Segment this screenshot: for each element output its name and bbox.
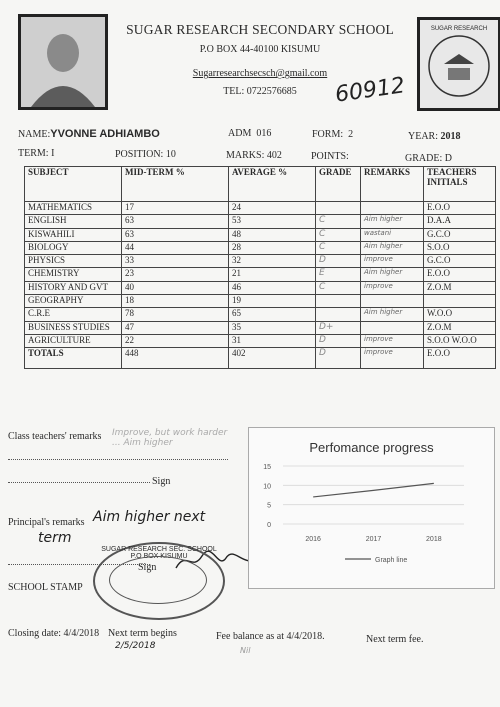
midterm-cell: 22: [122, 334, 229, 347]
school-telephone: TEL: 0722576685: [223, 86, 297, 97]
initials-cell: S.O.O W.O.O: [424, 334, 496, 347]
subject-cell: AGRICULTURE: [25, 334, 122, 347]
average-cell: 46: [229, 281, 316, 294]
grade-cell: D+: [316, 321, 361, 334]
grade-value: D: [444, 153, 452, 164]
adm-value: 016: [256, 128, 272, 139]
subject-cell: KISWAHILI: [25, 228, 122, 241]
midterm-cell: 44: [122, 241, 229, 254]
average-cell: 53: [229, 215, 316, 228]
fee-balance-label: Fee balance as at 4/4/2018.: [216, 631, 325, 642]
subject-cell: CHEMISTRY: [25, 268, 122, 281]
school-stamp-label: SCHOOL STAMP: [8, 582, 83, 593]
points-row: [311, 151, 351, 162]
stamp-text: SUGAR RESEARCH SEC. SCHOOL P.O BOX KISUMU: [101, 546, 217, 560]
term-row: [18, 148, 54, 159]
table-row: [25, 321, 496, 334]
year-label: YEAR:: [408, 131, 438, 142]
average-cell: 21: [229, 268, 316, 281]
principal-remarks-text: Aim higher next: [93, 509, 206, 525]
header-remarks: REMARKS: [361, 167, 424, 202]
table-row: [25, 241, 496, 254]
subject-cell: TOTALS: [25, 348, 122, 369]
remark-cell: Aim higher: [361, 268, 424, 281]
totals-row: [25, 348, 496, 369]
marks-label: MARKS:: [226, 150, 265, 161]
initials-cell: W.O.O: [424, 308, 496, 321]
average-cell: 48: [229, 228, 316, 241]
x-tick-label: 2016: [305, 536, 321, 543]
results-table: [24, 166, 496, 369]
name-label: NAME:: [18, 129, 51, 140]
grade-cell: [316, 308, 361, 321]
average-cell: 19: [229, 295, 316, 308]
legend-label: Graph line: [375, 557, 408, 564]
midterm-cell: 63: [122, 228, 229, 241]
grade-label: GRADE:: [405, 153, 443, 164]
initials-cell: [424, 295, 496, 308]
y-tick-label: 15: [263, 464, 271, 471]
principal-remarks-text-2: term: [38, 530, 72, 546]
remark-cell: improve: [361, 334, 424, 347]
year-value: 2018: [440, 131, 461, 142]
average-cell: 402: [229, 348, 316, 369]
initials-cell: G.C.O: [424, 255, 496, 268]
position-value: 10: [165, 149, 176, 160]
midterm-cell: 78: [122, 308, 229, 321]
year-row: [408, 131, 461, 142]
principal-sign-label: Sign: [138, 562, 157, 573]
school-address: P.O BOX 44-40100 KISUMU: [199, 44, 321, 55]
grade-cell: D: [316, 348, 361, 369]
class-teacher-remarks-text: Improve, but work harder ... Aim higher: [112, 428, 228, 448]
y-tick-label: 0: [267, 522, 271, 529]
midterm-cell: 63: [122, 215, 229, 228]
remark-cell: improve: [361, 255, 424, 268]
grade-cell: E: [316, 268, 361, 281]
position-label: POSITION:: [115, 149, 164, 160]
table-row: [25, 334, 496, 347]
grade-cell: C: [316, 228, 361, 241]
remark-cell: [361, 202, 424, 215]
fee-balance-value: Nil: [240, 646, 251, 655]
grade-cell: D: [316, 334, 361, 347]
table-row: [25, 295, 496, 308]
y-tick-label: 10: [263, 483, 271, 491]
table-row: [25, 268, 496, 281]
chart-plot: [249, 428, 494, 588]
initials-cell: Z.O.M: [424, 321, 496, 334]
header-subject: SUBJECT: [25, 167, 122, 202]
subject-cell: MATHEMATICS: [25, 202, 122, 215]
initials-cell: E.O.O: [424, 348, 496, 369]
x-tick-label: 2017: [365, 536, 382, 543]
remark-cell: Aim higher: [361, 215, 424, 228]
closing-date: Closing date: 4/4/2018: [8, 628, 100, 639]
subject-cell: BIOLOGY: [25, 241, 122, 254]
table-row: [25, 228, 496, 241]
person-photo-icon: [21, 17, 105, 107]
initials-cell: D.A.A: [424, 215, 496, 228]
points-label: POINTS:: [311, 151, 349, 162]
remark-cell: improve: [361, 281, 424, 294]
principal-remarks-label: Principal's remarks: [8, 517, 85, 528]
table-row: [25, 255, 496, 268]
header-initials: TEACHERS INITIALS: [424, 167, 496, 202]
header-midterm: MID-TERM %: [122, 167, 229, 202]
handwritten-number: 60912: [333, 73, 407, 108]
remark-cell: [361, 295, 424, 308]
grade-cell: [316, 202, 361, 215]
average-cell: 65: [229, 308, 316, 321]
class-teacher-sign-label: Sign: [152, 476, 171, 487]
performance-chart: [248, 427, 495, 589]
table-row: [25, 281, 496, 294]
initials-cell: G.C.O: [424, 228, 496, 241]
remarks-dotted-line: [8, 459, 228, 460]
position-row: [115, 149, 176, 160]
form-label: FORM:: [312, 129, 344, 140]
grade-cell: C: [316, 281, 361, 294]
table-row: [25, 202, 496, 215]
midterm-cell: 448: [122, 348, 229, 369]
name-row: [18, 128, 160, 140]
midterm-cell: 18: [122, 295, 229, 308]
school-email: Sugarresearchsecsch@gmail.com: [192, 68, 328, 79]
initials-cell: Z.O.M: [424, 281, 496, 294]
school-stamp: [93, 542, 225, 620]
initials-cell: E.O.O: [424, 202, 496, 215]
grade-row: [405, 153, 452, 164]
grade-cell: D: [316, 255, 361, 268]
average-cell: 35: [229, 321, 316, 334]
average-cell: 28: [229, 241, 316, 254]
adm-row: [228, 128, 271, 139]
adm-label: ADM: [228, 128, 252, 139]
grade-cell: C: [316, 215, 361, 228]
student-name: YVONNE ADHIAMBO: [50, 128, 160, 140]
midterm-cell: 23: [122, 268, 229, 281]
midterm-cell: 33: [122, 255, 229, 268]
remark-cell: Aim higher: [361, 241, 424, 254]
y-tick-label: 5: [267, 502, 271, 510]
table-row: [25, 308, 496, 321]
school-logo: [417, 17, 500, 111]
average-cell: 24: [229, 202, 316, 215]
midterm-cell: 17: [122, 202, 229, 215]
subject-cell: GEOGRAPHY: [25, 295, 122, 308]
remarks-dotted-line: [8, 482, 150, 483]
remark-cell: [361, 321, 424, 334]
next-term-begins-label: Next term begins: [108, 628, 177, 639]
next-term-date: 2/5/2018: [115, 641, 156, 651]
header-average: AVERAGE %: [229, 167, 316, 202]
marks-value: 402: [266, 150, 282, 161]
average-cell: 32: [229, 255, 316, 268]
x-tick-label: 2018: [426, 536, 442, 543]
remark-cell: improve: [361, 348, 424, 369]
stamp-inner-ring: [109, 556, 207, 604]
header-grade: GRADE: [316, 167, 361, 202]
table-header-row: [25, 167, 496, 202]
subject-cell: BUSINESS STUDIES: [25, 321, 122, 334]
logo-text: SUGAR RESEARCH: [430, 26, 488, 32]
marks-row: [226, 150, 282, 161]
table-row: [25, 215, 496, 228]
chart-title: Perfomance progress: [309, 440, 434, 455]
student-photo: [18, 14, 108, 110]
grade-cell: C: [316, 241, 361, 254]
initials-cell: S.O.O: [424, 241, 496, 254]
subject-cell: ENGLISH: [25, 215, 122, 228]
form-row: [312, 129, 353, 140]
initials-cell: E.O.O: [424, 268, 496, 281]
term-value: I: [51, 148, 55, 159]
midterm-cell: 47: [122, 321, 229, 334]
school-crest-icon: [420, 20, 498, 108]
school-name: SUGAR RESEARCH SECONDARY SCHOOL: [126, 22, 394, 37]
subject-cell: HISTORY AND GVT: [25, 281, 122, 294]
remark-cell: wastani: [361, 228, 424, 241]
next-term-fee-label: Next term fee.: [366, 634, 424, 645]
grade-cell: [316, 295, 361, 308]
remark-cell: Aim higher: [361, 308, 424, 321]
form-value: 2: [348, 129, 354, 140]
subject-cell: C.R.E: [25, 308, 122, 321]
average-cell: 31: [229, 334, 316, 347]
subject-cell: PHYSICS: [25, 255, 122, 268]
midterm-cell: 40: [122, 281, 229, 294]
class-teacher-remarks-label: Class teachers' remarks: [8, 431, 102, 442]
term-label: TERM:: [18, 148, 49, 159]
